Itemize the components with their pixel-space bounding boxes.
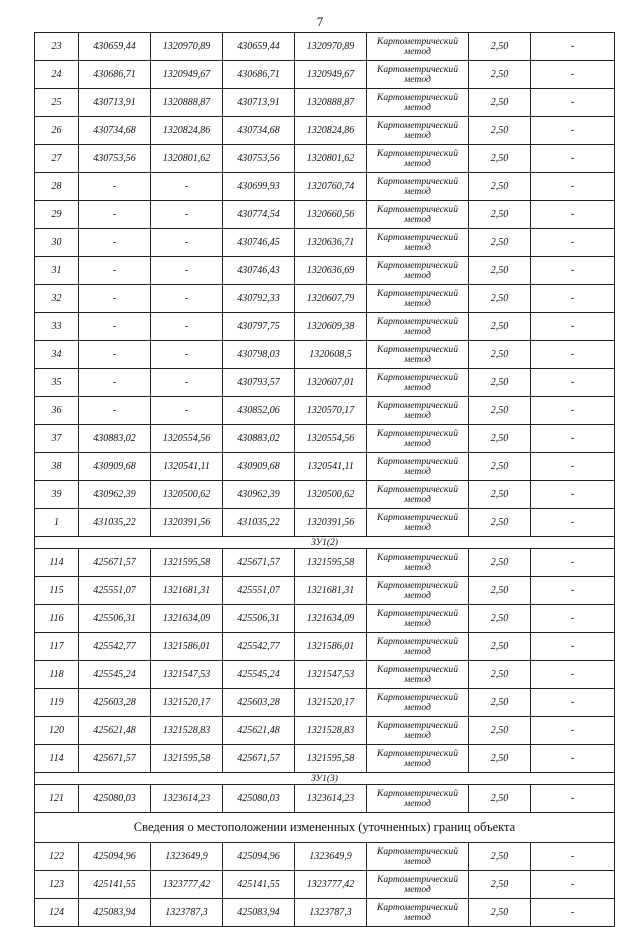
description-cell: - bbox=[531, 605, 615, 633]
existing-y-cell: 1321528,83 bbox=[151, 717, 223, 745]
point-number-cell: 122 bbox=[35, 843, 79, 871]
existing-x-cell: - bbox=[79, 201, 151, 229]
existing-y-cell: 1320391,56 bbox=[151, 509, 223, 537]
refined-x-cell: 425094,96 bbox=[223, 843, 295, 871]
existing-x-cell: 425506,31 bbox=[79, 605, 151, 633]
section-label: ЗУ1(3) bbox=[35, 773, 615, 785]
precision-cell: 2,50 bbox=[469, 843, 531, 871]
description-cell: - bbox=[531, 425, 615, 453]
refined-y-cell: 1321586,01 bbox=[295, 633, 367, 661]
precision-cell: 2,50 bbox=[469, 661, 531, 689]
point-number-cell: 26 bbox=[35, 117, 79, 145]
refined-y-cell: 1321595,58 bbox=[295, 549, 367, 577]
precision-cell: 2,50 bbox=[469, 899, 531, 927]
table-row bbox=[35, 117, 615, 145]
method-cell: Картометрический метод bbox=[367, 397, 469, 425]
refined-y-cell: 1320801,62 bbox=[295, 145, 367, 173]
precision-cell: 2,50 bbox=[469, 549, 531, 577]
description-cell: - bbox=[531, 661, 615, 689]
table-row bbox=[35, 785, 615, 813]
refined-y-cell: 1321634,09 bbox=[295, 605, 367, 633]
refined-x-cell: 430699,93 bbox=[223, 173, 295, 201]
point-number-cell: 24 bbox=[35, 61, 79, 89]
existing-x-cell: 425083,94 bbox=[79, 899, 151, 927]
description-cell: - bbox=[531, 61, 615, 89]
existing-y-cell: 1320554,56 bbox=[151, 425, 223, 453]
table-row bbox=[35, 285, 615, 313]
method-cell: Картометрический метод bbox=[367, 843, 469, 871]
table-row bbox=[35, 661, 615, 689]
existing-y-cell: 1320541,11 bbox=[151, 453, 223, 481]
method-cell: Картометрический метод bbox=[367, 257, 469, 285]
existing-y-cell: 1320970,89 bbox=[151, 33, 223, 61]
precision-cell: 2,50 bbox=[469, 145, 531, 173]
existing-y-cell: 1321520,17 bbox=[151, 689, 223, 717]
existing-x-cell: 430909,68 bbox=[79, 453, 151, 481]
point-number-cell: 30 bbox=[35, 229, 79, 257]
refined-y-cell: 1320541,11 bbox=[295, 453, 367, 481]
existing-x-cell: 425542,77 bbox=[79, 633, 151, 661]
table-row bbox=[35, 481, 615, 509]
refined-x-cell: 430883,02 bbox=[223, 425, 295, 453]
method-cell: Картометрический метод bbox=[367, 173, 469, 201]
section-row bbox=[35, 537, 615, 549]
refined-x-cell: 430852,06 bbox=[223, 397, 295, 425]
existing-x-cell: 430659,44 bbox=[79, 33, 151, 61]
method-cell: Картометрический метод bbox=[367, 285, 469, 313]
point-number-cell: 25 bbox=[35, 89, 79, 117]
description-cell: - bbox=[531, 899, 615, 927]
refined-y-cell: 1320608,5 bbox=[295, 341, 367, 369]
point-number-cell: 34 bbox=[35, 341, 79, 369]
method-cell: Картометрический метод bbox=[367, 717, 469, 745]
refined-y-cell: 1320636,69 bbox=[295, 257, 367, 285]
point-number-cell: 118 bbox=[35, 661, 79, 689]
description-cell: - bbox=[531, 89, 615, 117]
method-cell: Картометрический метод bbox=[367, 785, 469, 813]
existing-x-cell: 425545,24 bbox=[79, 661, 151, 689]
heading-row bbox=[35, 813, 615, 843]
description-cell: - bbox=[531, 257, 615, 285]
existing-x-cell: 430713,91 bbox=[79, 89, 151, 117]
description-cell: - bbox=[531, 201, 615, 229]
method-cell: Картометрический метод bbox=[367, 509, 469, 537]
description-cell: - bbox=[531, 785, 615, 813]
existing-y-cell: 1320949,67 bbox=[151, 61, 223, 89]
method-cell: Картометрический метод bbox=[367, 89, 469, 117]
existing-x-cell: 430883,02 bbox=[79, 425, 151, 453]
description-cell: - bbox=[531, 481, 615, 509]
table-row bbox=[35, 425, 615, 453]
precision-cell: 2,50 bbox=[469, 785, 531, 813]
refined-y-cell: 1320554,56 bbox=[295, 425, 367, 453]
description-cell: - bbox=[531, 689, 615, 717]
point-number-cell: 115 bbox=[35, 577, 79, 605]
existing-y-cell: - bbox=[151, 173, 223, 201]
method-cell: Картометрический метод bbox=[367, 633, 469, 661]
description-cell: - bbox=[531, 549, 615, 577]
refined-y-cell: 1321528,83 bbox=[295, 717, 367, 745]
refined-x-cell: 430798,03 bbox=[223, 341, 295, 369]
refined-y-cell: 1323787,3 bbox=[295, 899, 367, 927]
refined-y-cell: 1323614,23 bbox=[295, 785, 367, 813]
point-number-cell: 119 bbox=[35, 689, 79, 717]
refined-x-cell: 425542,77 bbox=[223, 633, 295, 661]
existing-y-cell: 1320824,86 bbox=[151, 117, 223, 145]
description-cell: - bbox=[531, 285, 615, 313]
table-row bbox=[35, 577, 615, 605]
existing-x-cell: 430686,71 bbox=[79, 61, 151, 89]
precision-cell: 2,50 bbox=[469, 229, 531, 257]
method-cell: Картометрический метод bbox=[367, 605, 469, 633]
table-row bbox=[35, 229, 615, 257]
existing-y-cell: 1321595,58 bbox=[151, 549, 223, 577]
existing-y-cell: - bbox=[151, 369, 223, 397]
refined-y-cell: 1321547,53 bbox=[295, 661, 367, 689]
existing-x-cell: - bbox=[79, 285, 151, 313]
point-number-cell: 124 bbox=[35, 899, 79, 927]
existing-x-cell: 430734,68 bbox=[79, 117, 151, 145]
table-row bbox=[35, 369, 615, 397]
description-cell: - bbox=[531, 745, 615, 773]
refined-x-cell: 430909,68 bbox=[223, 453, 295, 481]
method-cell: Картометрический метод bbox=[367, 481, 469, 509]
description-cell: - bbox=[531, 397, 615, 425]
method-cell: Картометрический метод bbox=[367, 549, 469, 577]
existing-y-cell: - bbox=[151, 285, 223, 313]
existing-x-cell: - bbox=[79, 369, 151, 397]
refined-x-cell: 430713,91 bbox=[223, 89, 295, 117]
refined-y-cell: 1320970,89 bbox=[295, 33, 367, 61]
refined-y-cell: 1321520,17 bbox=[295, 689, 367, 717]
method-cell: Картометрический метод bbox=[367, 369, 469, 397]
existing-y-cell: 1320888,87 bbox=[151, 89, 223, 117]
refined-y-cell: 1320949,67 bbox=[295, 61, 367, 89]
refined-x-cell: 430962,39 bbox=[223, 481, 295, 509]
method-cell: Картометрический метод bbox=[367, 577, 469, 605]
point-number-cell: 117 bbox=[35, 633, 79, 661]
method-cell: Картометрический метод bbox=[367, 689, 469, 717]
existing-y-cell: - bbox=[151, 397, 223, 425]
refined-y-cell: 1323649,9 bbox=[295, 843, 367, 871]
method-cell: Картометрический метод bbox=[367, 229, 469, 257]
precision-cell: 2,50 bbox=[469, 313, 531, 341]
table-row bbox=[35, 843, 615, 871]
precision-cell: 2,50 bbox=[469, 117, 531, 145]
existing-y-cell: 1321547,53 bbox=[151, 661, 223, 689]
description-cell: - bbox=[531, 717, 615, 745]
precision-cell: 2,50 bbox=[469, 33, 531, 61]
precision-cell: 2,50 bbox=[469, 633, 531, 661]
description-cell: - bbox=[531, 173, 615, 201]
point-number-cell: 39 bbox=[35, 481, 79, 509]
point-number-cell: 31 bbox=[35, 257, 79, 285]
refined-y-cell: 1320660,56 bbox=[295, 201, 367, 229]
method-cell: Картометрический метод bbox=[367, 117, 469, 145]
point-number-cell: 37 bbox=[35, 425, 79, 453]
refined-x-cell: 425506,31 bbox=[223, 605, 295, 633]
table-row bbox=[35, 745, 615, 773]
method-cell: Картометрический метод bbox=[367, 745, 469, 773]
table-row bbox=[35, 453, 615, 481]
section-row bbox=[35, 773, 615, 785]
refined-y-cell: 1323777,42 bbox=[295, 871, 367, 899]
point-number-cell: 120 bbox=[35, 717, 79, 745]
existing-x-cell: - bbox=[79, 173, 151, 201]
method-cell: Картометрический метод bbox=[367, 145, 469, 173]
existing-x-cell: 425141,55 bbox=[79, 871, 151, 899]
description-cell: - bbox=[531, 633, 615, 661]
table-body bbox=[35, 33, 615, 927]
existing-x-cell: 430753,56 bbox=[79, 145, 151, 173]
point-number-cell: 121 bbox=[35, 785, 79, 813]
existing-x-cell: 425551,07 bbox=[79, 577, 151, 605]
point-number-cell: 38 bbox=[35, 453, 79, 481]
point-number-cell: 29 bbox=[35, 201, 79, 229]
table-row bbox=[35, 871, 615, 899]
table-row bbox=[35, 257, 615, 285]
method-cell: Картометрический метод bbox=[367, 899, 469, 927]
refined-x-cell: 425080,03 bbox=[223, 785, 295, 813]
refined-y-cell: 1320824,86 bbox=[295, 117, 367, 145]
precision-cell: 2,50 bbox=[469, 745, 531, 773]
existing-y-cell: 1321634,09 bbox=[151, 605, 223, 633]
table-row bbox=[35, 549, 615, 577]
description-cell: - bbox=[531, 369, 615, 397]
refined-x-cell: 430746,43 bbox=[223, 257, 295, 285]
precision-cell: 2,50 bbox=[469, 201, 531, 229]
table-row bbox=[35, 145, 615, 173]
method-cell: Картометрический метод bbox=[367, 313, 469, 341]
refined-x-cell: 431035,22 bbox=[223, 509, 295, 537]
precision-cell: 2,50 bbox=[469, 369, 531, 397]
point-number-cell: 35 bbox=[35, 369, 79, 397]
precision-cell: 2,50 bbox=[469, 397, 531, 425]
precision-cell: 2,50 bbox=[469, 871, 531, 899]
refined-y-cell: 1320607,79 bbox=[295, 285, 367, 313]
refined-x-cell: 425621,48 bbox=[223, 717, 295, 745]
table-row bbox=[35, 89, 615, 117]
refined-x-cell: 430793,57 bbox=[223, 369, 295, 397]
point-number-cell: 114 bbox=[35, 745, 79, 773]
existing-y-cell: - bbox=[151, 229, 223, 257]
table-row bbox=[35, 717, 615, 745]
table-row bbox=[35, 509, 615, 537]
refined-x-cell: 430659,44 bbox=[223, 33, 295, 61]
page-number: 7 bbox=[316, 14, 324, 29]
refined-x-cell: 425551,07 bbox=[223, 577, 295, 605]
method-cell: Картометрический метод bbox=[367, 33, 469, 61]
existing-x-cell: - bbox=[79, 257, 151, 285]
description-cell: - bbox=[531, 145, 615, 173]
existing-x-cell: 425603,28 bbox=[79, 689, 151, 717]
existing-x-cell: 425080,03 bbox=[79, 785, 151, 813]
existing-y-cell: - bbox=[151, 201, 223, 229]
existing-y-cell: 1320500,62 bbox=[151, 481, 223, 509]
precision-cell: 2,50 bbox=[469, 717, 531, 745]
precision-cell: 2,50 bbox=[469, 509, 531, 537]
table-row bbox=[35, 341, 615, 369]
precision-cell: 2,50 bbox=[469, 481, 531, 509]
point-number-cell: 27 bbox=[35, 145, 79, 173]
refined-y-cell: 1321681,31 bbox=[295, 577, 367, 605]
precision-cell: 2,50 bbox=[469, 425, 531, 453]
section-heading: Сведения о местоположении измененных (уточненных) границ объекта bbox=[35, 813, 615, 843]
table-row bbox=[35, 313, 615, 341]
existing-x-cell: 431035,22 bbox=[79, 509, 151, 537]
existing-y-cell: 1321595,58 bbox=[151, 745, 223, 773]
precision-cell: 2,50 bbox=[469, 173, 531, 201]
existing-x-cell: 425094,96 bbox=[79, 843, 151, 871]
table-row bbox=[35, 61, 615, 89]
refined-x-cell: 430686,71 bbox=[223, 61, 295, 89]
existing-x-cell: - bbox=[79, 341, 151, 369]
refined-y-cell: 1320607,01 bbox=[295, 369, 367, 397]
refined-y-cell: 1320760,74 bbox=[295, 173, 367, 201]
coordinates-table bbox=[34, 32, 615, 927]
precision-cell: 2,50 bbox=[469, 89, 531, 117]
description-cell: - bbox=[531, 871, 615, 899]
refined-y-cell: 1320570,17 bbox=[295, 397, 367, 425]
method-cell: Картометрический метод bbox=[367, 453, 469, 481]
description-cell: - bbox=[531, 313, 615, 341]
description-cell: - bbox=[531, 843, 615, 871]
existing-y-cell: - bbox=[151, 313, 223, 341]
precision-cell: 2,50 bbox=[469, 61, 531, 89]
table-row bbox=[35, 397, 615, 425]
existing-x-cell: 425671,57 bbox=[79, 549, 151, 577]
point-number-cell: 123 bbox=[35, 871, 79, 899]
existing-y-cell: 1320801,62 bbox=[151, 145, 223, 173]
point-number-cell: 28 bbox=[35, 173, 79, 201]
description-cell: - bbox=[531, 229, 615, 257]
precision-cell: 2,50 bbox=[469, 341, 531, 369]
precision-cell: 2,50 bbox=[469, 577, 531, 605]
point-number-cell: 36 bbox=[35, 397, 79, 425]
table-row bbox=[35, 689, 615, 717]
precision-cell: 2,50 bbox=[469, 453, 531, 481]
method-cell: Картометрический метод bbox=[367, 871, 469, 899]
refined-y-cell: 1320636,71 bbox=[295, 229, 367, 257]
refined-x-cell: 430797,75 bbox=[223, 313, 295, 341]
existing-x-cell: 430962,39 bbox=[79, 481, 151, 509]
table-row bbox=[35, 899, 615, 927]
precision-cell: 2,50 bbox=[469, 285, 531, 313]
refined-y-cell: 1320888,87 bbox=[295, 89, 367, 117]
refined-x-cell: 425141,55 bbox=[223, 871, 295, 899]
table-row bbox=[35, 605, 615, 633]
precision-cell: 2,50 bbox=[469, 605, 531, 633]
point-number-cell: 116 bbox=[35, 605, 79, 633]
refined-y-cell: 1320500,62 bbox=[295, 481, 367, 509]
description-cell: - bbox=[531, 341, 615, 369]
point-number-cell: 114 bbox=[35, 549, 79, 577]
precision-cell: 2,50 bbox=[469, 689, 531, 717]
refined-x-cell: 425671,57 bbox=[223, 745, 295, 773]
existing-y-cell: 1321681,31 bbox=[151, 577, 223, 605]
existing-x-cell: 425621,48 bbox=[79, 717, 151, 745]
refined-y-cell: 1320609,38 bbox=[295, 313, 367, 341]
table-row bbox=[35, 173, 615, 201]
description-cell: - bbox=[531, 577, 615, 605]
refined-x-cell: 430734,68 bbox=[223, 117, 295, 145]
precision-cell: 2,50 bbox=[469, 257, 531, 285]
existing-y-cell: 1323787,3 bbox=[151, 899, 223, 927]
refined-x-cell: 425545,24 bbox=[223, 661, 295, 689]
existing-y-cell: 1323649,9 bbox=[151, 843, 223, 871]
refined-x-cell: 425603,28 bbox=[223, 689, 295, 717]
existing-x-cell: - bbox=[79, 313, 151, 341]
refined-y-cell: 1320391,56 bbox=[295, 509, 367, 537]
point-number-cell: 23 bbox=[35, 33, 79, 61]
point-number-cell: 32 bbox=[35, 285, 79, 313]
description-cell: - bbox=[531, 453, 615, 481]
refined-x-cell: 425083,94 bbox=[223, 899, 295, 927]
description-cell: - bbox=[531, 509, 615, 537]
point-number-cell: 33 bbox=[35, 313, 79, 341]
existing-x-cell: - bbox=[79, 397, 151, 425]
existing-y-cell: 1321586,01 bbox=[151, 633, 223, 661]
refined-x-cell: 430792,33 bbox=[223, 285, 295, 313]
description-cell: - bbox=[531, 33, 615, 61]
method-cell: Картометрический метод bbox=[367, 341, 469, 369]
existing-y-cell: - bbox=[151, 341, 223, 369]
refined-x-cell: 425671,57 bbox=[223, 549, 295, 577]
existing-x-cell: 425671,57 bbox=[79, 745, 151, 773]
method-cell: Картометрический метод bbox=[367, 61, 469, 89]
refined-x-cell: 430746,45 bbox=[223, 229, 295, 257]
existing-y-cell: 1323614,23 bbox=[151, 785, 223, 813]
existing-x-cell: - bbox=[79, 229, 151, 257]
table-row bbox=[35, 201, 615, 229]
table-row bbox=[35, 33, 615, 61]
table-row bbox=[35, 633, 615, 661]
refined-x-cell: 430774,54 bbox=[223, 201, 295, 229]
existing-y-cell: 1323777,42 bbox=[151, 871, 223, 899]
method-cell: Картометрический метод bbox=[367, 661, 469, 689]
section-label: ЗУ1(2) bbox=[35, 537, 615, 549]
refined-y-cell: 1321595,58 bbox=[295, 745, 367, 773]
point-number-cell: 1 bbox=[35, 509, 79, 537]
method-cell: Картометрический метод bbox=[367, 425, 469, 453]
method-cell: Картометрический метод bbox=[367, 201, 469, 229]
refined-x-cell: 430753,56 bbox=[223, 145, 295, 173]
description-cell: - bbox=[531, 117, 615, 145]
existing-y-cell: - bbox=[151, 257, 223, 285]
